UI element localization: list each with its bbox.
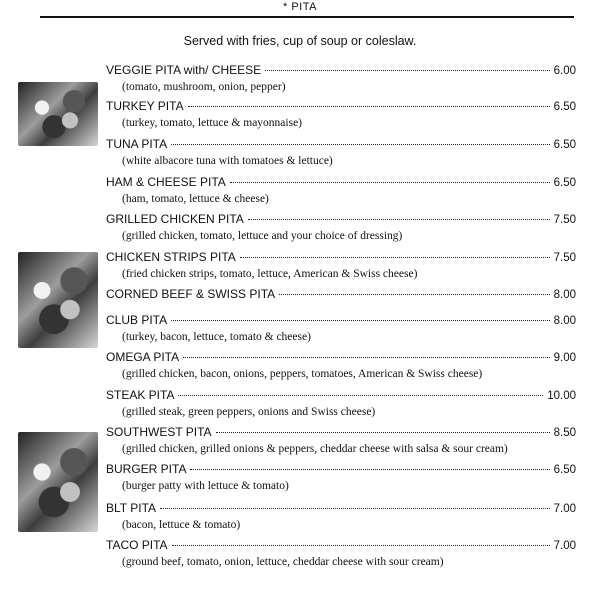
title-rule — [40, 16, 574, 18]
leader-dots — [279, 293, 549, 295]
leader-dots — [178, 394, 543, 396]
item-description: (burger patty with lettuce & tomato) — [122, 480, 289, 492]
item-price: 7.00 — [553, 503, 576, 515]
item-price: 8.00 — [553, 289, 576, 301]
leader-dots — [188, 105, 550, 107]
item-price: 7.50 — [553, 214, 576, 226]
leader-dots — [171, 319, 549, 321]
item-price: 7.00 — [553, 540, 576, 552]
menu-item-ham-cheese-pita — [106, 174, 576, 205]
item-name: CLUB PITA — [106, 313, 168, 327]
menu-item-club-pita — [106, 312, 576, 343]
item-price: 6.50 — [553, 139, 576, 151]
item-price: 6.50 — [553, 101, 576, 113]
leader-dots — [216, 431, 550, 433]
pita-photo-3 — [18, 432, 98, 532]
item-name: BURGER PITA — [106, 462, 187, 476]
item-name: TACO PITA — [106, 538, 168, 552]
menu-item-tuna-pita — [106, 136, 576, 167]
item-price: 6.00 — [553, 65, 576, 77]
item-description: (bacon, lettuce & tomato) — [122, 519, 241, 531]
menu-item-grilled-chicken-pita — [106, 211, 576, 242]
item-name: BLT PITA — [106, 501, 157, 515]
leader-dots — [183, 356, 549, 358]
item-name: CHICKEN STRIPS PITA — [106, 250, 236, 264]
leader-dots — [240, 256, 550, 258]
menu-subtitle: Served with fries, cup of soup or coleslaw. — [183, 34, 417, 48]
item-name: SOUTHWEST PITA — [106, 425, 212, 439]
leader-dots — [190, 468, 549, 470]
menu-item-steak-pita — [106, 387, 576, 418]
leader-dots — [230, 181, 550, 183]
item-name: VEGGIE PITA with/ CHEESE — [106, 63, 262, 77]
item-price: 10.00 — [547, 390, 576, 402]
item-name: TURKEY PITA — [106, 99, 184, 113]
item-description: (grilled steak, green peppers, onions and Swiss cheese) — [122, 406, 376, 418]
leader-dots — [265, 69, 549, 71]
item-description: (tomato, mushroom, onion, pepper) — [122, 81, 286, 93]
item-description: (grilled chicken, tomato, lettuce and your choice of dressing) — [122, 230, 403, 242]
item-description: (turkey, tomato, lettuce & mayonnaise) — [122, 117, 303, 129]
menu-item-taco-pita — [106, 537, 576, 568]
section-title: * PITA — [283, 1, 317, 13]
menu-item-southwest-pita — [106, 424, 576, 455]
menu-item-chicken-strips-pita — [106, 249, 576, 280]
item-description: (grilled chicken, grilled onions & peppers, cheddar cheese with salsa & sour cream) — [122, 443, 508, 455]
item-price: 8.50 — [553, 427, 576, 439]
item-description: (fried chicken strips, tomato, lettuce, American & Swiss cheese) — [122, 268, 418, 280]
leader-dots — [248, 218, 550, 220]
menu-item-veggie-pita — [106, 62, 576, 93]
item-price: 7.50 — [553, 252, 576, 264]
menu-item-burger-pita — [106, 461, 576, 492]
pita-photo-2 — [18, 252, 98, 348]
item-price: 8.00 — [553, 315, 576, 327]
item-name: GRILLED CHICKEN PITA — [106, 212, 244, 226]
item-description: (turkey, bacon, lettuce, tomato & cheese) — [122, 331, 311, 343]
menu-item-turkey-pita — [106, 98, 576, 129]
leader-dots — [172, 544, 550, 546]
item-description: (grilled chicken, bacon, onions, peppers, tomatoes, American & Swiss cheese) — [122, 368, 483, 380]
leader-dots — [171, 143, 549, 145]
item-name: TUNA PITA — [106, 137, 168, 151]
item-price: 6.50 — [553, 177, 576, 189]
item-price: 9.00 — [553, 352, 576, 364]
item-description: (ground beef, tomato, onion, lettuce, cheddar cheese with sour cream) — [122, 556, 444, 568]
menu-item-blt-pita — [106, 500, 576, 531]
item-name: HAM & CHEESE PITA — [106, 175, 226, 189]
item-name: STEAK PITA — [106, 388, 175, 402]
item-description: (ham, tomato, lettuce & cheese) — [122, 193, 269, 205]
item-name: CORNED BEEF & SWISS PITA — [106, 287, 276, 301]
item-name: OMEGA PITA — [106, 350, 180, 364]
item-description: (white albacore tuna with tomatoes & lettuce) — [122, 155, 333, 167]
leader-dots — [160, 507, 550, 509]
item-price: 6.50 — [553, 464, 576, 476]
pita-photo-1 — [18, 82, 98, 146]
menu-item-corned-beef-pita — [106, 286, 576, 302]
menu-item-omega-pita — [106, 349, 576, 380]
